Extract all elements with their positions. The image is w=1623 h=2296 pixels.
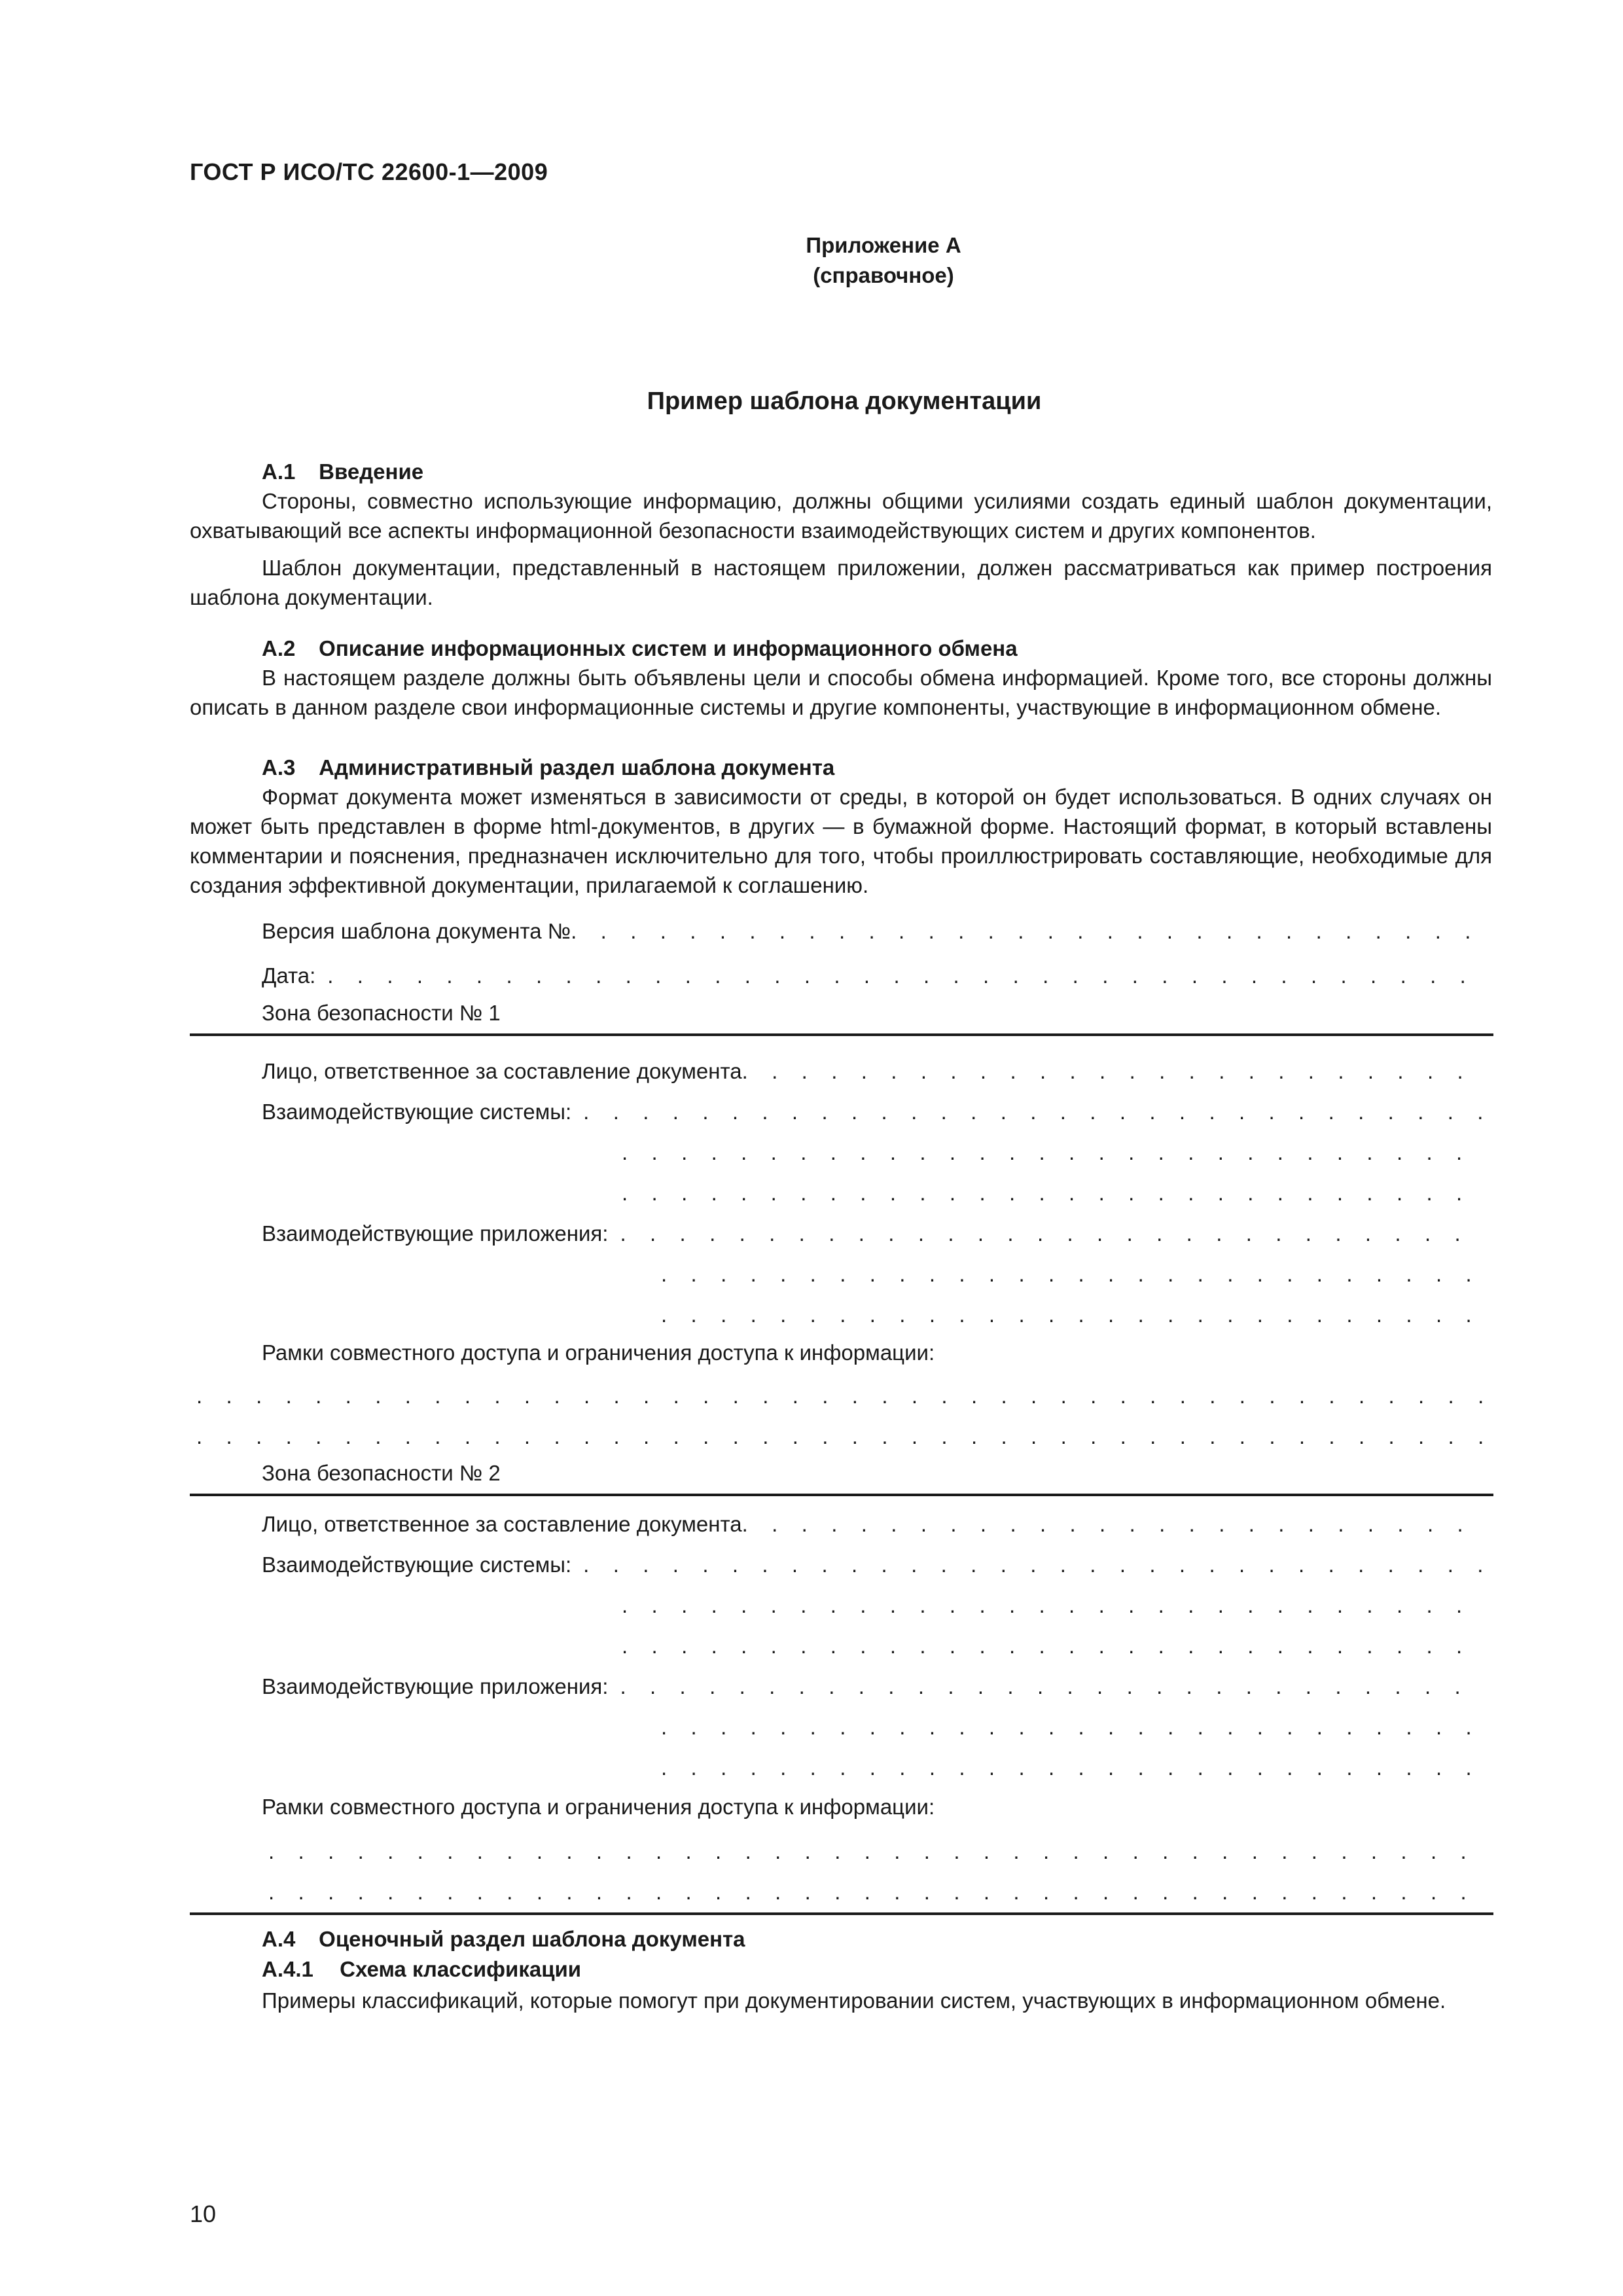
- dotted-fill-line: [661, 1753, 1486, 1782]
- section-a2-body: [190, 663, 1492, 722]
- field-label: Дата:: [262, 963, 316, 988]
- form-field-applications-zone2: [262, 1672, 1486, 1701]
- section-number: А.4: [262, 1927, 296, 1951]
- section-a41-body: [190, 1986, 1492, 2015]
- dotted-continuation: [661, 1712, 1486, 1742]
- section-heading-a41: [262, 1954, 581, 1984]
- zone-2-heading: Зона безопасности № 2: [262, 1461, 501, 1485]
- dotted-continuation: [661, 1259, 1486, 1289]
- form-end-divider: [190, 1912, 1493, 1915]
- section-title: Схема классификации: [340, 1957, 582, 1981]
- dotted-fill-line: [620, 1219, 1486, 1248]
- appendix-line-2: (справочное): [813, 263, 954, 287]
- paragraph: В настоящем разделе должны быть объявлены цели и способы обмена информацией. Кроме того, все стороны должны описать в данном разделе свои информационные системы и другие компоненты, участвующие в информационном обмене.: [190, 666, 1492, 719]
- dotted-fill-line: [661, 1259, 1486, 1289]
- dotted-fill-line: [661, 1300, 1486, 1329]
- standard-code: ГОСТ Р ИСО/ТС 22600-1—2009: [190, 158, 548, 185]
- dotted-fill-line: [583, 1097, 1486, 1126]
- dotted-continuation: [622, 1631, 1486, 1660]
- dotted-continuation: [622, 1590, 1486, 1620]
- dotted-full-line: [196, 1422, 1486, 1451]
- form-field-responsible-zone2: [262, 1509, 1486, 1539]
- section-heading-a3: [262, 753, 834, 782]
- appendix-caption: [707, 230, 1060, 291]
- dotted-fill-line: [268, 1837, 1486, 1866]
- dotted-fill-line: [583, 1550, 1486, 1579]
- zone-1-divider: [190, 1033, 1493, 1036]
- dotted-continuation: [622, 1178, 1486, 1208]
- section-title: Административный раздел шаблона документа: [319, 755, 835, 780]
- form-field-version: [262, 916, 1486, 946]
- paragraph: Примеры классификаций, которые помогут при документировании систем, участвующих в информационном обмене.: [262, 1988, 1446, 2013]
- dotted-fill-line: [661, 1712, 1486, 1742]
- section-title: Оценочный раздел шаблона документа: [319, 1927, 745, 1951]
- form-field-access-zone1: Рамки совместного доступа и ограничения доступа к информации:: [262, 1340, 935, 1365]
- zone-2-divider: [190, 1494, 1493, 1496]
- dotted-fill-line: [742, 1509, 1486, 1539]
- page-title: Пример шаблона документации: [647, 387, 1042, 415]
- dotted-full-line: [196, 1381, 1486, 1410]
- field-label: Лицо, ответственное за составление документа: [262, 1512, 742, 1536]
- dotted-fill-line: [268, 1877, 1486, 1907]
- form-field-date: [262, 961, 1486, 990]
- section-number: А.4.1: [262, 1957, 313, 1981]
- form-field-access-zone2: Рамки совместного доступа и ограничения доступа к информации:: [262, 1795, 935, 1819]
- dotted-full-line: [268, 1837, 1486, 1866]
- section-number: А.3: [262, 755, 296, 780]
- field-label: Взаимодействующие приложения:: [262, 1221, 609, 1246]
- page-number: 10: [190, 2200, 217, 2227]
- dotted-fill-line: [571, 916, 1486, 946]
- section-heading-a1: [262, 457, 423, 486]
- field-label: Взаимодействующие системы:: [262, 1552, 572, 1577]
- dotted-continuation: [622, 1138, 1486, 1167]
- dotted-fill-line: [620, 1672, 1486, 1701]
- paragraph: Стороны, совместно использующие информацию, должны общими усилиями создать единый шаблон документации, охватывающий все аспекты информационной безопасности взаимодействующих систем и других компонентов.: [190, 489, 1492, 543]
- form-field-responsible-zone1: [262, 1056, 1486, 1086]
- section-number: А.1: [262, 459, 296, 484]
- form-field-systems-zone2: [262, 1550, 1486, 1579]
- dotted-continuation: [661, 1753, 1486, 1782]
- form-field-applications-zone1: [262, 1219, 1486, 1248]
- dotted-fill-line: [327, 961, 1486, 990]
- dotted-continuation: [661, 1300, 1486, 1329]
- section-title: Введение: [319, 459, 424, 484]
- section-heading-a2: [262, 634, 1018, 663]
- field-label: Лицо, ответственное за составление документа: [262, 1059, 742, 1083]
- section-heading-a4: [262, 1924, 745, 1954]
- dotted-fill-line: [622, 1178, 1486, 1208]
- dotted-full-line: [268, 1877, 1486, 1907]
- appendix-line-1: Приложение А: [806, 233, 961, 257]
- form-field-systems-zone1: [262, 1097, 1486, 1126]
- section-a1-body: [190, 486, 1492, 612]
- dotted-fill-line: [622, 1138, 1486, 1167]
- paragraph: Формат документа может изменяться в зависимости от среды, в которой он будет использоваться. В одних случаях он может быть представлен в форме html-документов, в других — в бумажной форме. Настоящий формат, в который вставлены комментарии и пояснения, предназначен исключительно для того, чтобы проиллюстрировать составляющие, необходимые для создания эффективной документации, прилагаемой к соглашению.: [190, 785, 1492, 897]
- zone-1-heading: Зона безопасности № 1: [262, 1001, 501, 1025]
- section-a3-body: [190, 782, 1492, 900]
- paragraph: Шаблон документации, представленный в настоящем приложении, должен рассматриваться как пример построения шаблона документации.: [190, 556, 1492, 609]
- dotted-fill-line: [196, 1422, 1486, 1451]
- section-number: А.2: [262, 636, 296, 660]
- field-label: Взаимодействующие приложения:: [262, 1674, 609, 1698]
- field-label: Версия шаблона документа №: [262, 919, 571, 943]
- dotted-fill-line: [196, 1381, 1486, 1410]
- dotted-fill-line: [742, 1056, 1486, 1086]
- field-label: Взаимодействующие системы:: [262, 1100, 572, 1124]
- dotted-fill-line: [622, 1631, 1486, 1660]
- section-title: Описание информационных систем и информационного обмена: [319, 636, 1018, 660]
- dotted-fill-line: [622, 1590, 1486, 1620]
